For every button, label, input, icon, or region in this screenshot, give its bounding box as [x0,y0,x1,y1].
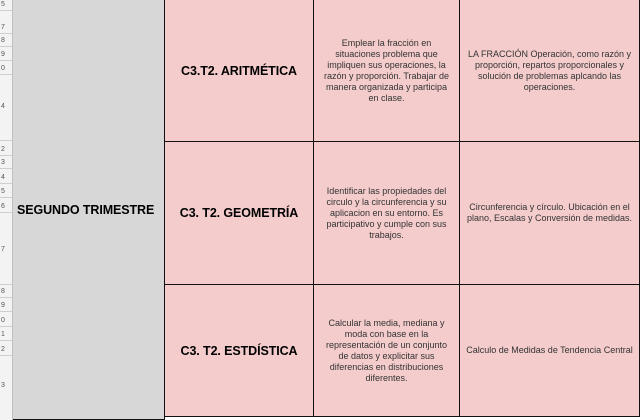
topic-cell-statistics[interactable] [165,285,314,417]
content-cell[interactable] [460,142,640,285]
content-cell[interactable] [460,285,640,417]
row-number[interactable]: 0 [1,317,5,324]
row-number[interactable]: 8 [1,288,5,295]
trimester-cell[interactable] [13,0,165,420]
topic-cell-arithmetic[interactable] [165,0,314,142]
content-text: Calculo de Medidas de Tendencia Central [466,345,633,355]
row-number[interactable]: 0 [1,65,5,72]
row-number[interactable]: 9 [1,51,5,58]
topic-label: C3. T2. ESTDÍSTICA [180,343,298,358]
topic-cell-geometry[interactable] [165,142,314,285]
row-number-gutter [0,0,13,420]
trimester-label: SEGUNDO TRIMESTRE [17,202,155,217]
row-number[interactable]: 6 [1,203,5,210]
content-text: LA FRACCIÓN Operación, como razón y proporción, repartos proporcionales y solución de problemas aplcando las operaciones. [467,48,632,92]
row-number[interactable]: 4 [1,174,5,181]
row-number[interactable]: 5 [1,1,5,8]
description-text: Emplear la fracción en situaciones problema que impliquen sus operaciones, la razón y proporción. Trabajar de manera organizada y participa en clase. [323,37,450,103]
row-number[interactable]: 1 [1,331,5,338]
row-number[interactable]: 8 [1,37,5,44]
row-number[interactable]: 3 [1,382,5,389]
description-text: Identificar las propiedades del circulo y la circunferencia y su aplicacion en su entorno. Es participativo y cumple con sus trabajos. [326,185,447,240]
description-cell[interactable] [314,285,460,417]
row-number[interactable]: 3 [1,159,5,166]
row-number[interactable]: 7 [1,24,5,31]
topic-label: C3.T2. ARITMÉTICA [181,63,297,78]
description-cell[interactable] [314,142,460,285]
content-text: Circunferencia y círculo. Ubicación en el plano, Escalas y Conversión de medidas. [466,202,633,223]
row-number[interactable]: 2 [1,146,5,153]
row-number[interactable]: 7 [1,246,5,253]
topic-label: C3. T2. GEOMETRÍA [179,206,299,220]
row-number[interactable]: 2 [1,346,5,353]
content-cell[interactable] [460,0,640,142]
row-number[interactable]: 5 [1,188,5,195]
row-number[interactable]: 9 [1,302,5,309]
description-cell[interactable] [314,0,460,142]
description-text: Calcular la media, mediana y moda con base en la representación de un conjunto de datos y explicitar sus diferencias en distribuciones diferentes. [325,317,448,383]
row-number[interactable]: 4 [1,103,5,110]
